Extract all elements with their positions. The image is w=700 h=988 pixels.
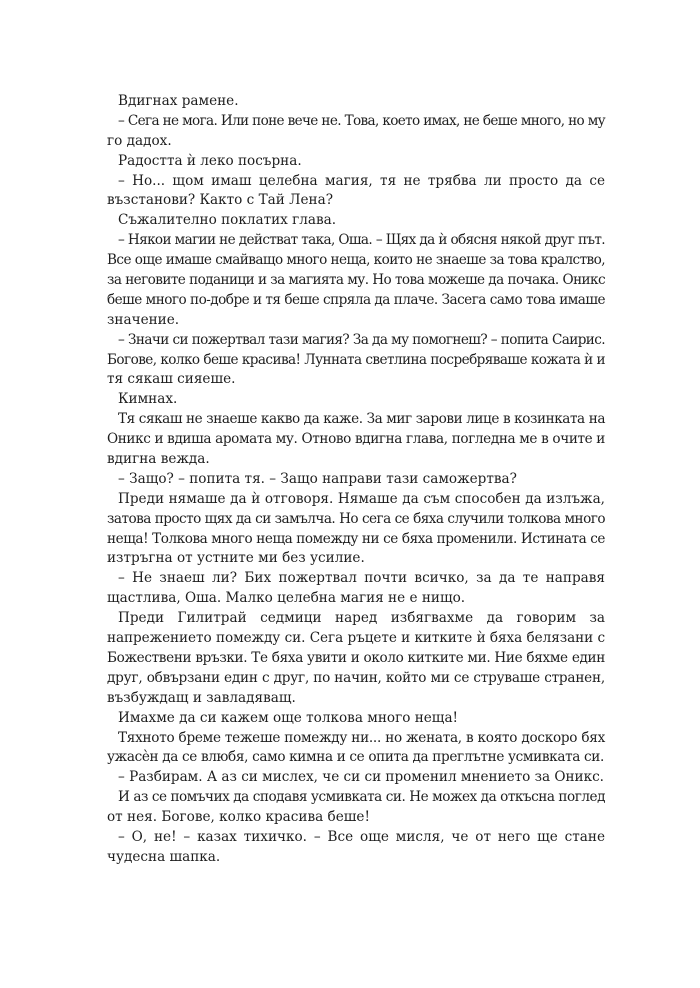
paragraph: [107, 211, 605, 231]
text-line: затова просто щях да си замълча. Но сега се бяха случили толкова много: [107, 510, 605, 527]
text-line: И аз се помъчих да сподавя усмивката си. Не можех да откъсна поглед: [118, 789, 605, 806]
text-line: ужасѐн да се влюбя, само кимна и се опита да преглътне усмивката си.: [107, 749, 604, 766]
text-line: Вдигнах рамене.: [118, 93, 239, 109]
paragraph: [107, 490, 605, 570]
text-line: Оникс и вдиша аромата му. Отново вдигна глава, погледна ме в очите и: [107, 431, 605, 448]
text-line: щастлива, Оша. Малко целебна магия не е нищо.: [107, 590, 466, 607]
text-line: Тя сякаш не знаеше какво да каже. За миг зарови лице в козинката на: [118, 411, 605, 428]
text-line: неща! Толкова много неща помежду ни се бяха променили. Истината се: [107, 530, 605, 547]
text-line: от нея. Богове, колко красива беше!: [107, 809, 370, 826]
text-line: за неговите поданици и за магията му. Но това можеше да почака. Оникс: [107, 272, 605, 289]
paragraph: [107, 609, 605, 708]
paragraph: [107, 788, 605, 828]
text-line: – О, не! – казах тихичко. – Все още мисля, че от него ще стане: [118, 828, 605, 845]
text-line: значение.: [107, 311, 180, 328]
text-line: – Не знаеш ли? Бих пожертвал почти всичко, за да те направя: [118, 570, 605, 587]
paragraph: [107, 569, 605, 609]
paragraph: [107, 112, 605, 152]
paragraph: [107, 390, 605, 410]
paragraph: [107, 92, 605, 112]
text-line: – Защо? – попита тя. – Защо направи тази саможертва?: [118, 470, 517, 487]
paragraph: [107, 152, 605, 172]
text-line: – Но... щом имаш целебна магия, тя не трябва ли просто да се: [118, 172, 605, 189]
paragraph: [107, 729, 605, 769]
paragraph: [107, 331, 605, 391]
text-line: беше много по-добре и тя беше спряла да плаче. Засега само това имаше: [107, 291, 605, 308]
text-line: – Значи си пожертвал тази магия? За да му помогнеш? – попита Саирис.: [118, 331, 605, 348]
text-line: Божествени връзки. Те бяха увити и около китките ми. Ние бяхме един: [107, 649, 605, 666]
text-line: – Сега не мога. Или поне вече не. Това, което имах, не беше много, но му: [118, 112, 605, 129]
text-line: Преди Гилитрай седмици наред избягвахме да говорим за: [118, 610, 605, 627]
paragraph: [107, 768, 605, 788]
text-line: Тяхното бреме тежеше помежду ни... но жената, в която доскоро бях: [118, 729, 605, 746]
paragraph: [107, 470, 605, 490]
paragraph: [107, 172, 605, 212]
text-line: го дадох.: [107, 132, 172, 149]
text-line: чудесна шапка.: [107, 848, 221, 865]
text-line: Преди нямаше да ѝ отговоря. Нямаше да съм способен да излъжа,: [118, 490, 605, 507]
paragraph: [107, 410, 605, 470]
text-line: Съжалително поклатих глава.: [118, 212, 337, 229]
text-line: – Разбирам. А аз си мислех, че си си променил мнението за Оникс.: [118, 769, 604, 786]
text-line: възстанови? Както с Тай Лена?: [107, 192, 333, 209]
text-line: възбуждащ и завладяващ.: [107, 689, 296, 706]
text-line: Все още имаше смайващо много неща, които не знаеше за това кралство,: [107, 252, 605, 269]
text-line: Имахме да си кажем още толкова много неща!: [118, 709, 459, 726]
text-line: тя сякаш сияеше.: [107, 371, 236, 388]
text-line: Богове, колко беше красива! Лунната светлина посребряваше кожата ѝ и: [107, 351, 605, 368]
paragraph: [107, 231, 605, 330]
text-line: друг, обвързани един с друг, по начин, който ми се струваше странен,: [107, 669, 605, 686]
text-line: вдигна вежда.: [107, 451, 210, 468]
paragraph: [107, 828, 605, 868]
paragraph: [107, 709, 605, 729]
text-line: Кимнах.: [118, 391, 178, 408]
text-line: – Някои магии не действат така, Оша. – Щях да ѝ обясня някой друг път.: [118, 232, 605, 249]
text-line: Радостта ѝ леко посърна.: [118, 152, 302, 169]
text-line: изтръгна от устните ми без усилие.: [107, 550, 365, 567]
text-line: напрежението помежду си. Сега ръцете и китките ѝ бяха белязани с: [107, 630, 605, 647]
book-page: [107, 92, 605, 868]
